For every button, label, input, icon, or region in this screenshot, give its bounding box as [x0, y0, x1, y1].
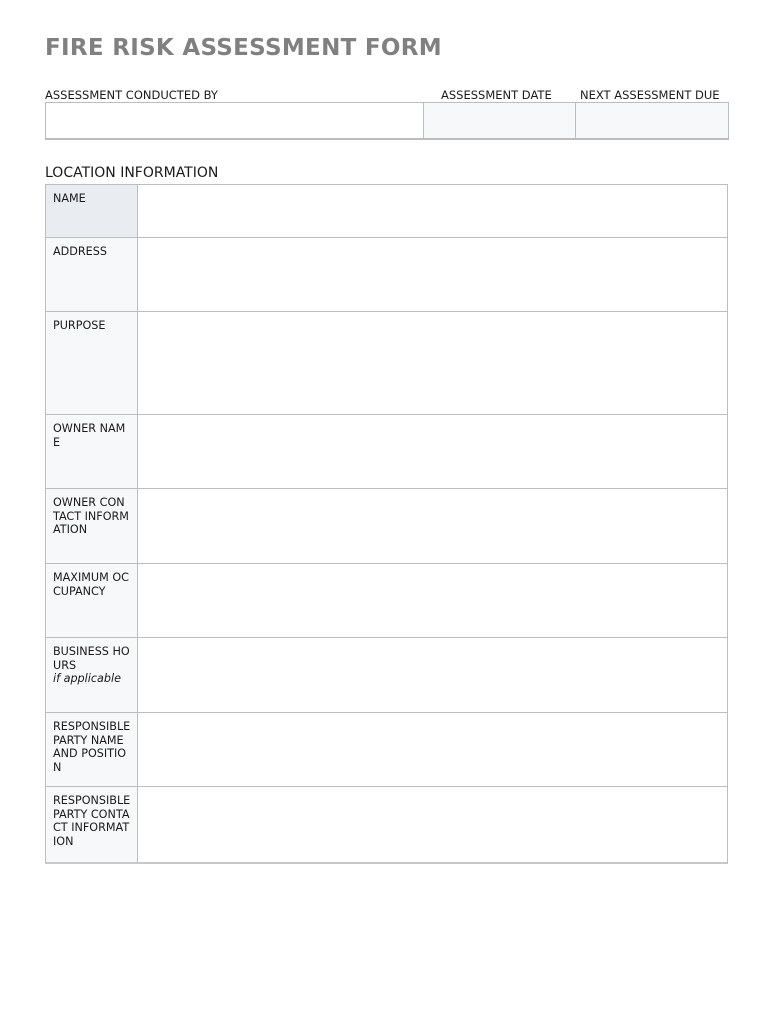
next-assessment-due-label: NEXT ASSESSMENT DUE: [580, 88, 720, 102]
location-row-responsible-party-name: [46, 712, 727, 786]
location-label-responsible-party-contact: [46, 787, 138, 862]
location-row-max-occupancy: [46, 563, 727, 637]
row-label-text: RESPONSIBLE PARTY CONTACT INFORMATION: [53, 794, 131, 848]
assessment-date-label: ASSESSMENT DATE: [441, 88, 552, 102]
row-label-text: OWNER CONTACT INFORMATION: [53, 496, 129, 536]
conducted-by-field[interactable]: [46, 103, 424, 138]
location-label-business-hours: [46, 638, 138, 712]
row-label-text: ADDRESS: [53, 245, 107, 258]
location-row-address: [46, 237, 727, 311]
row-label-text: BUSINESS HOURS: [53, 645, 130, 672]
location-label-name: [46, 185, 138, 237]
location-label-max-occupancy: [46, 564, 138, 637]
location-label-address: [46, 238, 138, 311]
location-label-responsible-party-name: [46, 713, 138, 786]
location-label-owner-contact: [46, 489, 138, 563]
row-label-text: NAME: [53, 192, 86, 205]
owner-name-field[interactable]: [138, 415, 727, 488]
location-purpose-field[interactable]: [138, 312, 727, 414]
location-address-field[interactable]: [138, 238, 727, 311]
row-label-text: RESPONSIBLE PARTY NAME AND POSITION: [53, 720, 131, 774]
location-label-purpose: [46, 312, 138, 414]
location-row-business-hours: [46, 637, 727, 712]
location-label-owner-name: [46, 415, 138, 488]
max-occupancy-field[interactable]: [138, 564, 727, 637]
location-row-owner-contact: [46, 488, 727, 563]
row-label-note: if applicable: [53, 672, 121, 685]
location-row-purpose: [46, 311, 727, 414]
assessment-date-field[interactable]: [424, 103, 576, 138]
location-section-title: LOCATION INFORMATION: [45, 165, 219, 181]
next-assessment-due-field[interactable]: [576, 103, 728, 138]
location-row-name: [46, 185, 727, 237]
location-row-owner-name: [46, 414, 727, 488]
business-hours-field[interactable]: [138, 638, 727, 712]
location-table: [45, 184, 728, 864]
row-label-text: OWNER NAME: [53, 422, 126, 449]
owner-contact-field[interactable]: [138, 489, 727, 563]
row-label-text: PURPOSE: [53, 319, 106, 332]
location-name-field[interactable]: [138, 185, 727, 237]
responsible-party-name-field[interactable]: [138, 713, 727, 786]
location-row-responsible-party-contact: [46, 786, 727, 862]
assessment-header-row: [45, 102, 729, 140]
row-label-text: MAXIMUM OCCUPANCY: [53, 571, 129, 598]
responsible-party-contact-field[interactable]: [138, 787, 727, 862]
conducted-by-label: ASSESSMENT CONDUCTED BY: [45, 88, 218, 102]
form-title: FIRE RISK ASSESSMENT FORM: [45, 35, 442, 61]
